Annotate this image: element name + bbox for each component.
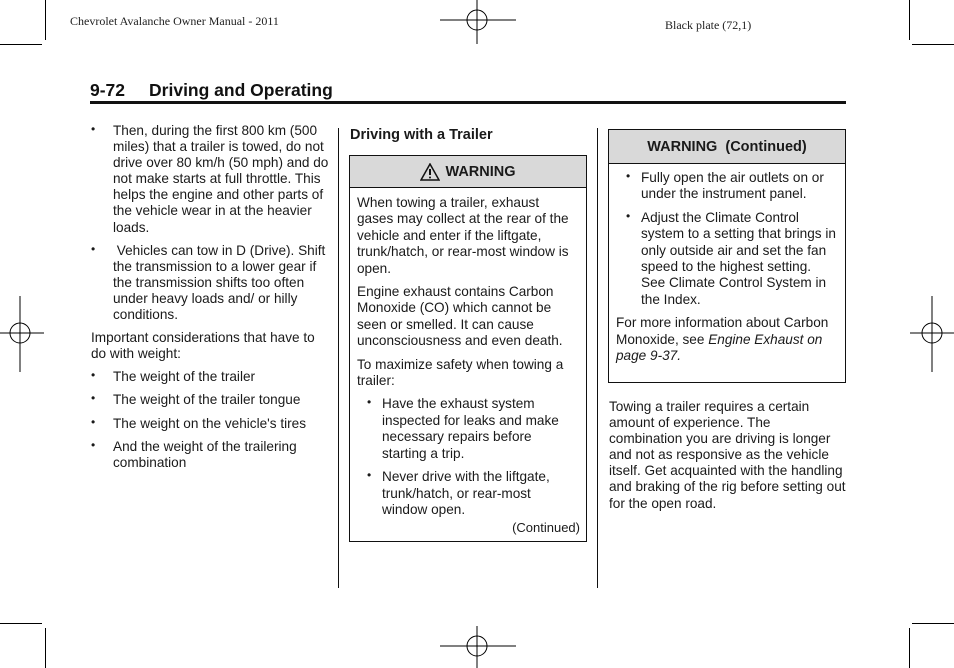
bullet-icon: • <box>91 414 96 429</box>
page-number: 9-72 <box>90 80 126 100</box>
paragraph: Engine exhaust contains Carbon Monoxide (CO) which cannot be seen or smelled. It can cause unconsciousness and even death. <box>357 284 563 349</box>
crop-mark <box>45 628 46 668</box>
warning-body <box>350 188 586 537</box>
warning-header <box>609 130 845 164</box>
crop-mark <box>909 628 910 668</box>
paragraph: For more information about Carbon Monoxide, see Engine Exhaust on page 9-37. <box>616 315 829 364</box>
warning-header <box>350 156 586 188</box>
crop-mark <box>909 0 910 40</box>
list-item: • And the weight of the trailering combination <box>91 437 297 470</box>
continued-label: (Continued) <box>512 520 580 536</box>
crop-mark <box>912 44 954 45</box>
list-item: • The weight of the trailer tongue <box>91 391 301 408</box>
warning-box <box>349 155 587 542</box>
subsection-heading: Driving with a Trailer <box>350 127 493 143</box>
bullet-icon: • <box>91 241 96 256</box>
registration-mark-icon <box>440 0 516 44</box>
list-item: • Never drive with the liftgate, trunk/hatch, or rear-most window open. <box>367 468 550 517</box>
list-item: • The weight on the vehicle's tires <box>91 414 307 431</box>
warning-title: WARNING (Continued) <box>647 138 807 155</box>
manual-title: Chevrolet Avalanche Owner Manual - 2011 <box>70 14 279 28</box>
bullet-icon: • <box>626 169 631 183</box>
warning-continued-box <box>608 129 846 383</box>
list-item: • Fully open the air outlets on or under the instrument panel. <box>626 169 824 202</box>
column-divider <box>338 128 339 588</box>
plate-label: Black plate (72,1) <box>665 18 752 32</box>
crop-mark <box>0 623 42 624</box>
crop-mark <box>912 623 954 624</box>
registration-mark-icon <box>910 296 954 372</box>
bullet-icon: • <box>367 468 372 483</box>
list-item: • Then, during the first 800 km (500 miles) that a trailer is towed, do not drive over 80 km/h (50 mph) and do not make starts at full throttle. This helps the engine and other parts of the vehicle wear in at the heavier loads. <box>91 122 329 235</box>
list-item: • Vehicles can tow in D (Drive). Shift the transmission to a lower gear if the transmission shifts too often under heavy loads and/ or hilly conditions. <box>91 241 330 323</box>
bullet-icon: • <box>91 437 96 452</box>
bullet-icon: • <box>91 391 96 406</box>
column-3-paragraph: Towing a trailer requires a certain amount of experience. The combination you are driving is longer and not as responsive as the vehicle itself. Get acquainted with the handling and braking of the rig before setting out for the open road. <box>609 399 846 511</box>
paragraph: To maximize safety when towing a trailer: <box>357 356 564 389</box>
column-divider <box>597 128 598 588</box>
registration-mark-icon <box>440 626 516 668</box>
list-item: • Have the exhaust system inspected for leaks and make necessary repairs before starting a trip. <box>367 395 559 461</box>
list-item: • Adjust the Climate Control system to a setting that brings in only outside air and set the fan speed to the highest setting. See Climate Control System in the Index. <box>626 208 836 307</box>
registration-mark-icon <box>0 296 44 372</box>
crop-mark <box>0 44 42 45</box>
bullet-icon: • <box>91 368 96 383</box>
column-1 <box>91 123 331 478</box>
paragraph: When towing a trailer, exhaust gases may collect at the rear of the vehicle and enter if the liftgate, trunk/hatch, or rear-most window is open. <box>357 195 569 276</box>
cross-reference: Engine Exhaust on page 9-37. <box>616 331 823 364</box>
bullet-icon: • <box>626 208 631 223</box>
warning-triangle-icon <box>420 163 440 181</box>
warning-body <box>609 164 845 364</box>
bullet-icon: • <box>91 122 96 136</box>
heading-rule <box>90 101 846 104</box>
section-title: Driving and Operating <box>149 80 333 100</box>
warning-title: WARNING <box>445 163 516 180</box>
list-item: • The weight of the trailer <box>91 368 256 385</box>
bullet-icon: • <box>367 395 372 410</box>
section-heading <box>90 80 333 101</box>
paragraph: Important considerations that have to do with weight: <box>91 330 315 362</box>
crop-mark <box>45 0 46 40</box>
